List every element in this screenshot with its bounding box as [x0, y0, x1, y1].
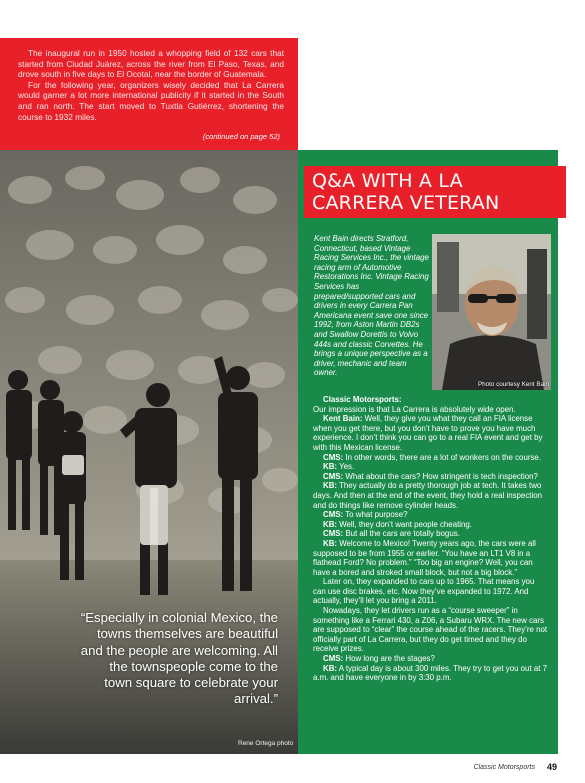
speaker-name: KB:	[323, 663, 338, 673]
pull-quote: “Especially in colonial Mexico, the towns themselves are beautiful and the people are welcoming. All the townspeople come to the town square to celebrate your arrival.”	[80, 610, 278, 707]
article-title	[312, 170, 547, 214]
speaker-name: KB:	[323, 538, 338, 548]
interview-paragraph	[313, 654, 549, 664]
speaker-name: KB:	[323, 519, 338, 529]
speaker-name: CMS:	[323, 471, 344, 481]
interview-text-run: How long are the stages?	[345, 654, 435, 664]
interview-text-run: But all the cars are totally bogus.	[345, 529, 460, 539]
interview-text-run: Well, they give you what they call an FIA license when you get there, but you don’t have to prove you have much experience. I don’t think you can go to a real FIA event and get by with this Mexican license.	[313, 414, 543, 452]
sidebar-text-box	[0, 38, 298, 150]
interview-text	[313, 395, 549, 683]
interview-text-run: Yes.	[339, 462, 355, 472]
portrait-illustration	[432, 234, 551, 390]
speaker-name: Classic Motorsports:	[323, 395, 402, 404]
interview-text-run: Well, they don’t want people cheating.	[339, 519, 472, 529]
photo-credit: Rene Ortega photo	[238, 740, 294, 747]
kent-bain-portrait	[432, 234, 551, 390]
speaker-name: CMS:	[323, 654, 344, 664]
interview-paragraph: Our impression is that La Carrera is absolutely wide open.	[313, 404, 516, 414]
speaker-name: Kent Bain:	[323, 414, 363, 424]
speaker-name: CMS:	[323, 510, 344, 520]
speaker-name: KB:	[323, 481, 338, 491]
intro-paragraph: Kent Bain directs Stratford, Connecticut, based Vintage Racing Services Inc., the vintage racing arm of Automotive Restorations Inc. Vintage Racing Services has prepared/supported cars and drivers in every Carrera Pan Americana event save one since 1992, from Aston Martin DB2s and Swallow Dorettis to Volvo 444s and classic Corvettes. He brings a unique perspective as a driver, mechanic and team owner.	[314, 234, 429, 378]
interview-paragraph	[313, 462, 549, 472]
interview-paragraph	[313, 520, 549, 530]
continued-note: (continued on page 52)	[202, 132, 280, 141]
interview-paragraph	[313, 414, 549, 452]
speaker-name: CMS:	[323, 452, 344, 462]
interview-text-run: Welcome to Mexico! Twenty years ago, the cars were all supposed to be from 1955 or earlier. “You have an LT1 V8 in a flathead Ford? No problem.” “Too big an engine? Well, you can have a bored and stroked small block, but not a big block.”	[313, 538, 536, 577]
article-title-text: Q&A WITH A LA CARRERA VETERAN	[312, 170, 500, 214]
interview-paragraph	[313, 664, 549, 683]
speaker-name: CMS:	[323, 529, 344, 539]
interview-text-run: In other words, there are a lot of wonkers on the course.	[345, 452, 541, 462]
interview-paragraph	[313, 529, 549, 539]
interview-paragraph	[313, 510, 549, 520]
interview-paragraph	[313, 481, 549, 510]
portrait-credit: Photo courtesy Kent Bain	[477, 381, 549, 388]
interview-text-run: To what purpose?	[345, 510, 408, 520]
interview-paragraph	[313, 577, 549, 606]
interview-paragraph	[313, 472, 549, 482]
speaker-name: KB:	[323, 462, 338, 472]
footer-magazine-name: Classic Motorsports	[473, 764, 535, 771]
interview-paragraph	[313, 453, 549, 463]
interview-paragraph	[313, 539, 549, 577]
interview-text-run: They actually do a pretty thorough job at tech. It takes two days. And then at the end of the event, they hold a real inspection and do things like remove cylinder heads.	[313, 481, 542, 510]
interview-text-run: A typical day is about 300 miles. They try to get you out at 7 a.m. and have everyone in by 3:30 p.m.	[313, 663, 547, 683]
page-number: 49	[546, 762, 557, 772]
sidebar-paragraph: For the following year, organizers wisely decided that La Carrera would garner a lot more international publicity if it started in the South and ran north. The start moved to Tuxtla Gutiérrez, shortening the course to 1932 miles.	[18, 79, 284, 122]
interview-text-run: Later on, they expanded to cars up to 1965. That means you can use disc brakes, etc. Now they’ve expanded to 1972. And actually, they’ll let you bring a 2011.	[313, 577, 535, 606]
interview-speaker-heading	[313, 395, 549, 405]
interview-text-run: What about the cars? How stringent is tech inspection?	[345, 471, 538, 481]
sidebar-paragraph: The inaugural run in 1950 hosted a whopping field of 132 cars that started from Ciudad Juárez, across the river from El Paso, Texas, and drove south in five days to El Ocotal, near the border of Guatemala.	[18, 48, 284, 80]
interview-paragraph	[313, 606, 549, 654]
interview-text-run: Nowadays, they let drivers run as a “course sweeper” in something like a Ferrari 430, a Z06, a Subaru WRX. The new cars are supposed to “clear” the course ahead of the racers. They’re not officially part of La Carrera, but they do get timed and they do receive prizes.	[313, 606, 548, 654]
